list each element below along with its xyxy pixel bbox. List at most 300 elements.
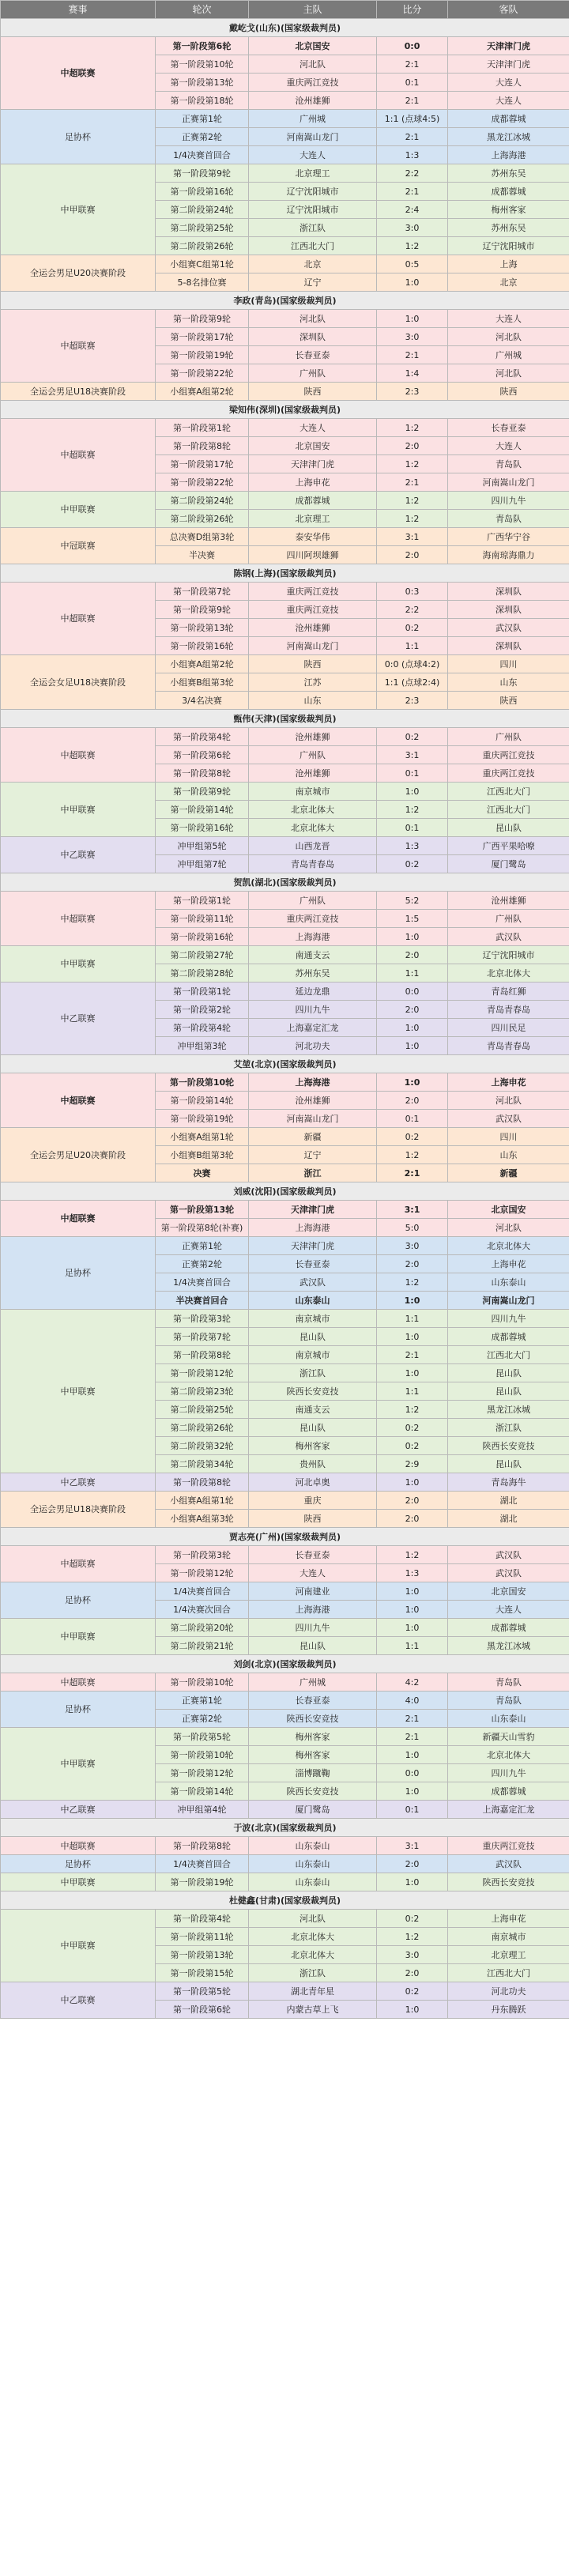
match-row [1,1619,569,1637]
score-cell: 1:1 (点球2:4) [377,673,448,692]
referee-row [1,292,569,310]
header-round: 轮次 [156,1,249,19]
round-cell: 第一阶段第8轮(补赛) [156,1219,249,1237]
match-row [1,492,569,510]
score-cell: 2:0 [377,1855,448,1873]
score-cell: 5:0 [377,1219,448,1237]
score-cell: 2:2 [377,164,448,183]
home-team-cell: 上海海港 [249,928,377,946]
match-row [1,1310,569,1328]
round-cell: 第一阶段第1轮 [156,983,249,1001]
home-team-cell: 重庆两江竞技 [249,910,377,928]
round-cell: 1/4决赛首回合 [156,146,249,164]
round-cell: 冲甲组第4轮 [156,1801,249,1819]
score-cell: 1:1 [377,1637,448,1655]
away-team-cell: 浙江队 [448,1419,569,1437]
home-team-cell: 河北功夫 [249,1037,377,1055]
home-team-cell: 昆山队 [249,1637,377,1655]
home-team-cell: 武汉队 [249,1273,377,1292]
home-team-cell: 陕西 [249,1510,377,1528]
score-cell: 2:1 [377,183,448,201]
home-team-cell: 南京城市 [249,783,377,801]
competition-cell: 中甲联赛 [1,1310,156,1473]
competition-cell: 中超联赛 [1,419,156,492]
round-cell: 小组赛A组第2轮 [156,383,249,401]
score-cell: 1:0 [377,2001,448,2019]
away-team-cell: 北京国安 [448,1201,569,1219]
round-cell: 第一阶段第19轮 [156,1873,249,1891]
round-cell: 半决赛首回合 [156,1292,249,1310]
round-cell: 第一阶段第18轮 [156,92,249,110]
score-cell: 0:2 [377,1437,448,1455]
score-cell: 3:0 [377,1237,448,1255]
round-cell: 正赛第2轮 [156,1710,249,1728]
competition-cell: 中甲联赛 [1,1910,156,1982]
score-cell: 4:0 [377,1692,448,1710]
score-cell: 1:0 [377,1073,448,1092]
away-team-cell: 北京北体大 [448,1746,569,1764]
match-row [1,583,569,601]
away-team-cell: 新疆 [448,1164,569,1182]
round-cell: 第二阶段第24轮 [156,492,249,510]
away-team-cell: 武汉队 [448,1855,569,1873]
competition-cell: 中乙联赛 [1,1982,156,2019]
round-cell: 第一阶段第7轮 [156,583,249,601]
away-team-cell: 重庆两江竞技 [448,746,569,764]
round-cell: 第一阶段第10轮 [156,1073,249,1092]
away-team-cell: 青岛队 [448,510,569,528]
score-cell: 0:0 [377,1764,448,1782]
competition-cell: 全运会男足U20决赛阶段 [1,255,156,292]
away-team-cell: 新疆天山雪豹 [448,1728,569,1746]
score-cell: 1:0 [377,1037,448,1055]
round-cell: 第二阶段第26轮 [156,237,249,255]
away-team-cell: 深圳队 [448,601,569,619]
match-row [1,1546,569,1564]
round-cell: 小组赛B组第3轮 [156,673,249,692]
home-team-cell: 沧州雄狮 [249,728,377,746]
competition-cell: 中超联赛 [1,1201,156,1237]
home-team-cell: 厦门鹭岛 [249,1801,377,1819]
away-team-cell: 昆山队 [448,1382,569,1401]
round-cell: 第一阶段第8轮 [156,764,249,783]
round-cell: 第二阶段第27轮 [156,946,249,964]
round-cell: 第一阶段第13轮 [156,619,249,637]
away-team-cell: 湖北 [448,1510,569,1528]
round-cell: 小组赛A组第1轮 [156,1128,249,1146]
home-team-cell: 陕西 [249,383,377,401]
referee-row [1,401,569,419]
score-cell: 0:1 [377,1801,448,1819]
away-team-cell: 上海申花 [448,1073,569,1092]
home-team-cell: 北京北体大 [249,1928,377,1946]
competition-cell: 全运会男足U20决赛阶段 [1,1128,156,1182]
referee-row [1,564,569,583]
away-team-cell: 河北队 [448,1092,569,1110]
round-cell: 冲甲组第7轮 [156,855,249,873]
round-cell: 第一阶段第14轮 [156,1782,249,1801]
score-cell: 1:0 [377,1473,448,1492]
home-team-cell: 辽宁沈阳城市 [249,183,377,201]
score-cell: 0:1 [377,764,448,783]
home-team-cell: 广州队 [249,746,377,764]
away-team-cell: 丹东腾跃 [448,2001,569,2019]
round-cell: 正赛第1轮 [156,1237,249,1255]
competition-cell: 中超联赛 [1,1837,156,1855]
away-team-cell: 苏州东吴 [448,219,569,237]
round-cell: 第一阶段第11轮 [156,910,249,928]
away-team-cell: 辽宁沈阳城市 [448,946,569,964]
score-cell: 2:0 [377,1492,448,1510]
away-team-cell: 深圳队 [448,583,569,601]
round-cell: 小组赛B组第3轮 [156,1146,249,1164]
round-cell: 正赛第1轮 [156,1692,249,1710]
match-row [1,37,569,55]
competition-cell: 全运会女足U18决赛阶段 [1,655,156,710]
home-team-cell: 上海海港 [249,1073,377,1092]
round-cell: 第二阶段第23轮 [156,1382,249,1401]
round-cell: 第一阶段第8轮 [156,1473,249,1492]
away-team-cell: 青岛海牛 [448,1473,569,1492]
away-team-cell: 武汉队 [448,619,569,637]
away-team-cell: 昆山队 [448,819,569,837]
round-cell: 第一阶段第9轮 [156,310,249,328]
round-cell: 1/4决赛首回合 [156,1273,249,1292]
score-cell: 1:2 [377,1928,448,1946]
round-cell: 第二阶段第34轮 [156,1455,249,1473]
round-cell: 第一阶段第1轮 [156,419,249,437]
round-cell: 第一阶段第22轮 [156,364,249,383]
round-cell: 1/4决赛首回合 [156,1855,249,1873]
round-cell: 第一阶段第8轮 [156,437,249,455]
competition-cell: 中甲联赛 [1,164,156,255]
home-team-cell: 长春亚泰 [249,1255,377,1273]
competition-cell: 中甲联赛 [1,1728,156,1801]
competition-cell: 中超联赛 [1,892,156,946]
round-cell: 第一阶段第10轮 [156,1746,249,1764]
away-team-cell: 山东泰山 [448,1273,569,1292]
competition-cell: 中甲联赛 [1,1619,156,1655]
score-cell: 2:0 [377,546,448,564]
away-team-cell: 江西北大门 [448,1964,569,1982]
match-row [1,419,569,437]
away-team-cell: 上海 [448,255,569,273]
score-cell: 2:1 [377,1346,448,1364]
competition-cell: 全运会男足U18决赛阶段 [1,383,156,401]
referee-name: 贺凯(湖北)(国家级裁判员) [1,873,569,892]
match-row [1,1910,569,1928]
away-team-cell: 沧州雄狮 [448,892,569,910]
away-team-cell: 广西平果哈嘹 [448,837,569,855]
away-team-cell: 黑龙江冰城 [448,1401,569,1419]
round-cell: 冲甲组第5轮 [156,837,249,855]
home-team-cell: 天津津门虎 [249,455,377,473]
away-team-cell: 梅州客家 [448,201,569,219]
away-team-cell: 河北队 [448,364,569,383]
round-cell: 决赛 [156,1164,249,1182]
match-row [1,528,569,546]
competition-cell: 足协杯 [1,1582,156,1619]
away-team-cell: 陕西 [448,692,569,710]
score-cell: 0:0 [377,983,448,1001]
score-cell: 0:5 [377,255,448,273]
home-team-cell: 泰安华伟 [249,528,377,546]
round-cell: 第二阶段第25轮 [156,1401,249,1419]
home-team-cell: 浙江队 [249,219,377,237]
score-cell: 2:0 [377,1001,448,1019]
home-team-cell: 沧州雄狮 [249,92,377,110]
round-cell: 第一阶段第19轮 [156,1110,249,1128]
score-cell: 2:0 [377,1510,448,1528]
away-team-cell: 昆山队 [448,1364,569,1382]
match-row [1,783,569,801]
round-cell: 第一阶段第6轮 [156,2001,249,2019]
referee-name: 戴屹戈(山东)(国家级裁判员) [1,19,569,37]
away-team-cell: 成都蓉城 [448,110,569,128]
home-team-cell: 北京北体大 [249,819,377,837]
away-team-cell: 成都蓉城 [448,1328,569,1346]
away-team-cell: 河南嵩山龙门 [448,473,569,492]
home-team-cell: 天津津门虎 [249,1237,377,1255]
home-team-cell: 上海申花 [249,473,377,492]
home-team-cell: 湖北青年星 [249,1982,377,2001]
score-cell: 1:2 [377,455,448,473]
away-team-cell: 大连人 [448,437,569,455]
round-cell: 第一阶段第19轮 [156,346,249,364]
home-team-cell: 大连人 [249,419,377,437]
home-team-cell: 新疆 [249,1128,377,1146]
match-row [1,1673,569,1692]
home-team-cell: 淄博蹴鞠 [249,1764,377,1782]
match-row [1,1128,569,1146]
round-cell: 第二阶段第26轮 [156,1419,249,1437]
home-team-cell: 四川九牛 [249,1001,377,1019]
home-team-cell: 上海海港 [249,1601,377,1619]
score-cell: 1:0 [377,928,448,946]
competition-cell: 足协杯 [1,1855,156,1873]
score-cell: 2:4 [377,201,448,219]
referee-row [1,873,569,892]
away-team-cell: 武汉队 [448,928,569,946]
home-team-cell: 河北队 [249,55,377,74]
home-team-cell: 山东 [249,692,377,710]
score-cell: 1:2 [377,1546,448,1564]
round-cell: 第二阶段第26轮 [156,510,249,528]
score-cell: 1:1 (点球4:5) [377,110,448,128]
away-team-cell: 上海嘉定汇龙 [448,1801,569,1819]
home-team-cell: 陕西长安竞技 [249,1710,377,1728]
home-team-cell: 北京理工 [249,510,377,528]
score-cell: 1:2 [377,510,448,528]
home-team-cell: 山东泰山 [249,1873,377,1891]
round-cell: 小组赛A组第3轮 [156,1510,249,1528]
competition-cell: 中乙联赛 [1,983,156,1055]
round-cell: 第一阶段第13轮 [156,1946,249,1964]
home-team-cell: 昆山队 [249,1419,377,1437]
score-cell: 2:1 [377,1710,448,1728]
competition-cell: 中超联赛 [1,310,156,383]
round-cell: 第一阶段第13轮 [156,74,249,92]
match-row [1,1582,569,1601]
match-row [1,983,569,1001]
score-cell: 1:4 [377,364,448,383]
score-cell: 3:1 [377,1837,448,1855]
score-cell: 4:2 [377,1673,448,1692]
referee-row [1,1528,569,1546]
away-team-cell: 北京北体大 [448,1237,569,1255]
round-cell: 第二阶段第25轮 [156,219,249,237]
away-team-cell: 广州城 [448,346,569,364]
home-team-cell: 北京 [249,255,377,273]
home-team-cell: 沧州雄狮 [249,764,377,783]
match-row [1,1237,569,1255]
round-cell: 第一阶段第5轮 [156,1982,249,2001]
home-team-cell: 重庆两江竞技 [249,74,377,92]
home-team-cell: 梅州客家 [249,1746,377,1764]
home-team-cell: 南通支云 [249,946,377,964]
home-team-cell: 河北队 [249,310,377,328]
score-cell: 3:1 [377,528,448,546]
away-team-cell: 陕西长安竞技 [448,1873,569,1891]
score-cell: 2:0 [377,1092,448,1110]
home-team-cell: 辽宁沈阳城市 [249,201,377,219]
round-cell: 第二阶段第28轮 [156,964,249,983]
competition-cell: 中乙联赛 [1,837,156,873]
round-cell: 总决赛D组第3轮 [156,528,249,546]
match-row [1,255,569,273]
referee-row [1,1891,569,1910]
match-row [1,1201,569,1219]
round-cell: 冲甲组第3轮 [156,1037,249,1055]
score-cell: 1:2 [377,237,448,255]
score-cell: 0:0 [377,37,448,55]
competition-cell: 全运会男足U18决赛阶段 [1,1492,156,1528]
away-team-cell: 武汉队 [448,1110,569,1128]
match-row [1,310,569,328]
home-team-cell: 青岛青春岛 [249,855,377,873]
table-body [1,19,569,2019]
table-header-row [1,1,569,19]
home-team-cell: 南京城市 [249,1310,377,1328]
away-team-cell: 成都蓉城 [448,183,569,201]
round-cell: 正赛第1轮 [156,110,249,128]
score-cell: 2:0 [377,946,448,964]
away-team-cell: 四川民足 [448,1019,569,1037]
referee-name: 甄伟(天津)(国家级裁判员) [1,710,569,728]
score-cell: 3:0 [377,328,448,346]
home-team-cell: 四川九牛 [249,1619,377,1637]
round-cell: 正赛第2轮 [156,128,249,146]
header-competition: 赛事 [1,1,156,19]
score-cell: 0:2 [377,1128,448,1146]
referee-row [1,19,569,37]
home-team-cell: 重庆 [249,1492,377,1510]
score-cell: 1:1 [377,964,448,983]
away-team-cell: 广州队 [448,728,569,746]
score-cell: 3:0 [377,1946,448,1964]
round-cell: 第一阶段第9轮 [156,783,249,801]
match-row [1,1873,569,1891]
referee-row [1,710,569,728]
round-cell: 第一阶段第14轮 [156,801,249,819]
away-team-cell: 山东 [448,673,569,692]
home-team-cell: 长春亚泰 [249,1692,377,1710]
home-team-cell: 河南嵩山龙门 [249,637,377,655]
score-cell: 1:3 [377,146,448,164]
home-team-cell: 广州城 [249,1673,377,1692]
away-team-cell: 大连人 [448,74,569,92]
round-cell: 第二阶段第24轮 [156,201,249,219]
round-cell: 第一阶段第10轮 [156,1673,249,1692]
referee-name: 刘剑(北京)(国家级裁判员) [1,1655,569,1673]
competition-cell: 中超联赛 [1,37,156,110]
away-team-cell: 北京理工 [448,1946,569,1964]
away-team-cell: 上海申花 [448,1910,569,1928]
competition-cell: 中甲联赛 [1,1873,156,1891]
away-team-cell: 河北队 [448,1219,569,1237]
score-cell: 0:2 [377,728,448,746]
home-team-cell: 沧州雄狮 [249,619,377,637]
home-team-cell: 梅州客家 [249,1437,377,1455]
round-cell: 1/4决赛次回合 [156,1601,249,1619]
home-team-cell: 北京北体大 [249,801,377,819]
home-team-cell: 四川阿坝雄狮 [249,546,377,564]
match-row [1,892,569,910]
match-row [1,1492,569,1510]
score-cell: 2:3 [377,692,448,710]
away-team-cell: 苏州东吴 [448,164,569,183]
score-cell: 0:2 [377,1910,448,1928]
score-cell: 2:1 [377,346,448,364]
away-team-cell: 黑龙江冰城 [448,128,569,146]
away-team-cell: 武汉队 [448,1546,569,1564]
home-team-cell: 重庆两江竞技 [249,601,377,619]
away-team-cell: 河南嵩山龙门 [448,1292,569,1310]
match-row [1,1982,569,2001]
away-team-cell: 长春亚泰 [448,419,569,437]
score-cell: 1:0 [377,1619,448,1637]
away-team-cell: 江西北大门 [448,801,569,819]
match-row [1,1801,569,1819]
match-row [1,1692,569,1710]
home-team-cell: 辽宁 [249,273,377,292]
round-cell: 第二阶段第20轮 [156,1619,249,1637]
round-cell: 第一阶段第14轮 [156,1092,249,1110]
score-cell: 0:1 [377,1110,448,1128]
away-team-cell: 四川 [448,1128,569,1146]
match-row [1,1837,569,1855]
round-cell: 第一阶段第4轮 [156,1019,249,1037]
match-row [1,110,569,128]
match-row [1,1728,569,1746]
home-team-cell: 深圳队 [249,328,377,346]
round-cell: 第一阶段第12轮 [156,1364,249,1382]
competition-cell: 中超联赛 [1,1546,156,1582]
referee-name: 李政(青岛)(国家级裁判员) [1,292,569,310]
score-cell: 2:1 [377,92,448,110]
referee-name: 刘威(沈阳)(国家级裁判员) [1,1182,569,1201]
match-row [1,728,569,746]
home-team-cell: 南通支云 [249,1401,377,1419]
competition-cell: 足协杯 [1,1237,156,1310]
away-team-cell: 江西北大门 [448,783,569,801]
away-team-cell: 天津津门虎 [448,37,569,55]
score-cell: 2:1 [377,473,448,492]
home-team-cell: 陕西长安竞技 [249,1782,377,1801]
away-team-cell: 青岛队 [448,455,569,473]
away-team-cell: 青岛队 [448,1692,569,1710]
away-team-cell: 湖北 [448,1492,569,1510]
